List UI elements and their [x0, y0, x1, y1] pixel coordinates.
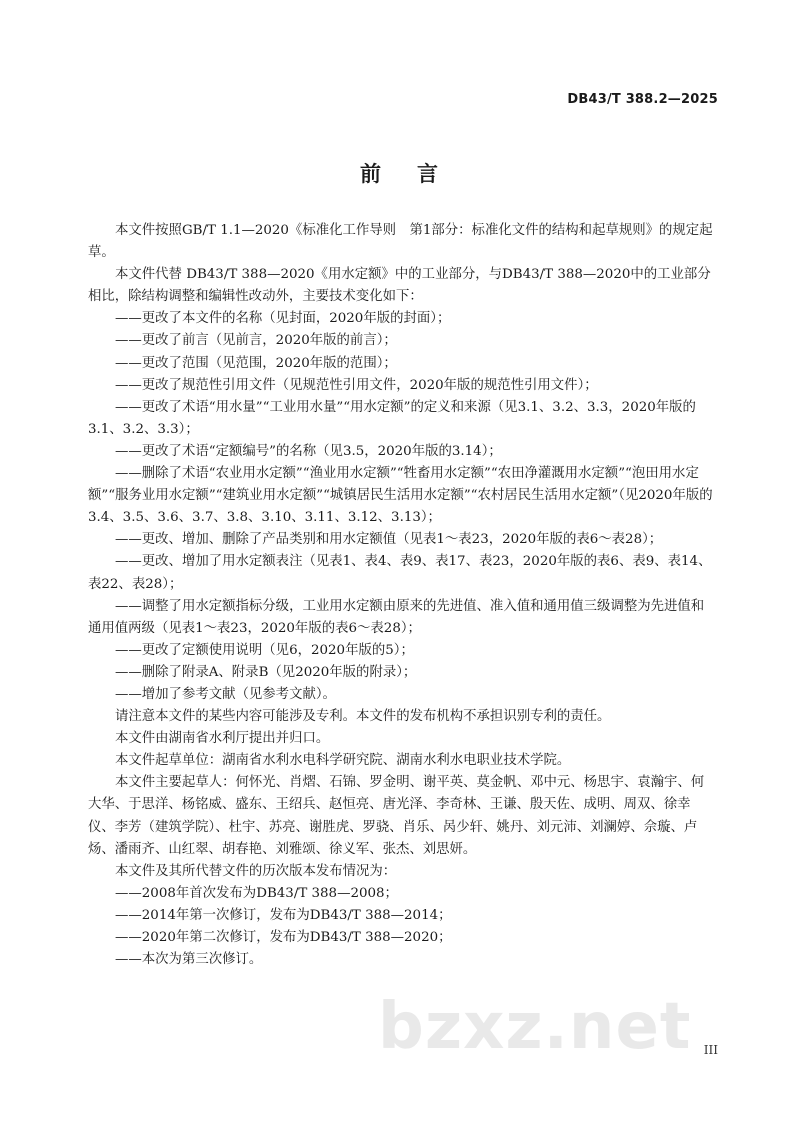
change-item: ——更改了范围（见范围，2020年版的范围）； [115, 355, 397, 371]
paragraph-drafting-rules: 本文件按照GB/T 1.1—2020《标准化工作导则 第1部分：标准化文件的结构和起草规则》的规定起草。 [88, 223, 713, 261]
paragraph-replacement: 本文件代替 DB43/T 388—2020《用水定额》中的工业部分，与DB43/T 388—2020中的工业部分相比，除结构调整和编辑性改动外，主要技术变化如下： [88, 267, 711, 305]
change-item: ——更改了术语“定额编号”的名称（见3.5，2020年版的3.14）； [115, 443, 502, 459]
watermark: bzxz.net [378, 990, 692, 1064]
change-item: ——增加了参考文献（见参考文献）。 [115, 686, 336, 702]
change-item: ——更改了定额使用说明（见6，2020年版的5）； [115, 642, 414, 658]
change-item: ——删除了术语“农业用水定额”“渔业用水定额”“牲畜用水定额”“农田净灌溉用水定额”“泡田用水定额”“服务业用水定额”“建筑业用水定额”“城镇居民生活用水定额”“农村居民生活用水定额”（见2020年版的3.4、3.5、3.6、3.7、3.8、3.10、3.11、3.12、3.13）； [88, 466, 713, 526]
page-number: III [703, 1043, 718, 1057]
change-item: ——更改了前言（见前言，2020年版的前言）； [115, 333, 397, 349]
paragraph-drafting-units: 本文件起草单位：湖南省水利水电科学研究院、湖南水利水电职业技术学院。 [115, 753, 571, 769]
change-item: ——更改了本文件的名称（见封面，2020年版的封面）； [115, 311, 451, 327]
paragraph-drafters: 本文件主要起草人：何怀光、肖熠、石锦、罗金明、谢平英、莫金帆、邓中元、杨思宇、袁瀚宇、何大华、于思洋、杨铭威、盛东、王绍兵、赵恒亮、唐光泽、李奇林、王谦、殷天佐、成明、周双、徐幸仪、李芳（建筑学院）、杜宇、苏亮、谢胜虎、罗骁、肖乐、呙少轩、姚丹、刘元沛、刘澜婷、佘璇、卢炀、潘雨齐、山红翠、胡春艳、刘雅颂、徐义军、张杰、刘思妍。 [88, 775, 705, 857]
paragraph-patent-notice: 请注意本文件的某些内容可能涉及专利。本文件的发布机构不承担识别专利的责任。 [115, 709, 611, 725]
change-item: ——更改、增加了用水定额表注（见表1、表4、表9、表17、表23，2020年版的表6、表9、表14、表22、表28）； [88, 554, 712, 592]
history-item: ——本次为第三次修订。 [115, 952, 263, 968]
change-item: ——更改了规范性引用文件（见规范性引用文件，2020年版的规范性引用文件）； [115, 377, 598, 393]
change-item: ——调整了用水定额指标分级，工业用水定额由原来的先进值、准入值和通用值三级调整为先进值和通用值两级（见表1～表23，2020年版的表6～表28）； [88, 598, 705, 636]
paragraph-version-history: 本文件及其所代替文件的历次版本发布情况为： [115, 863, 397, 879]
history-item: ——2008年首次发布为DB43/T 388—2008； [115, 885, 398, 901]
change-item: ——更改、增加、删除了产品类别和用水定额值（见表1～表23，2020年版的表6～表28）； [115, 532, 663, 548]
title-char-1: 前 [360, 162, 383, 186]
paragraph-proposer: 本文件由湖南省水利厅提出并归口。 [115, 731, 330, 747]
change-item: ——更改了术语“用水量”“工业用水量”“用水定额”的定义和来源（见3.1、3.2、3.3，2020年版的3.1、3.2、3.3）； [88, 399, 696, 437]
document-code: DB43/T 388.2—2025 [567, 92, 718, 107]
title-char-2: 言 [417, 162, 440, 186]
page-title [0, 158, 800, 188]
change-item: ——删除了附录A、附录B（见2020年版的附录）； [115, 664, 417, 680]
foreword-body [88, 220, 714, 971]
history-item: ——2020年第二次修订，发布为DB43/T 388—2020； [115, 930, 452, 945]
history-item: ——2014年第一次修订，发布为DB43/T 388—2014； [115, 907, 452, 923]
